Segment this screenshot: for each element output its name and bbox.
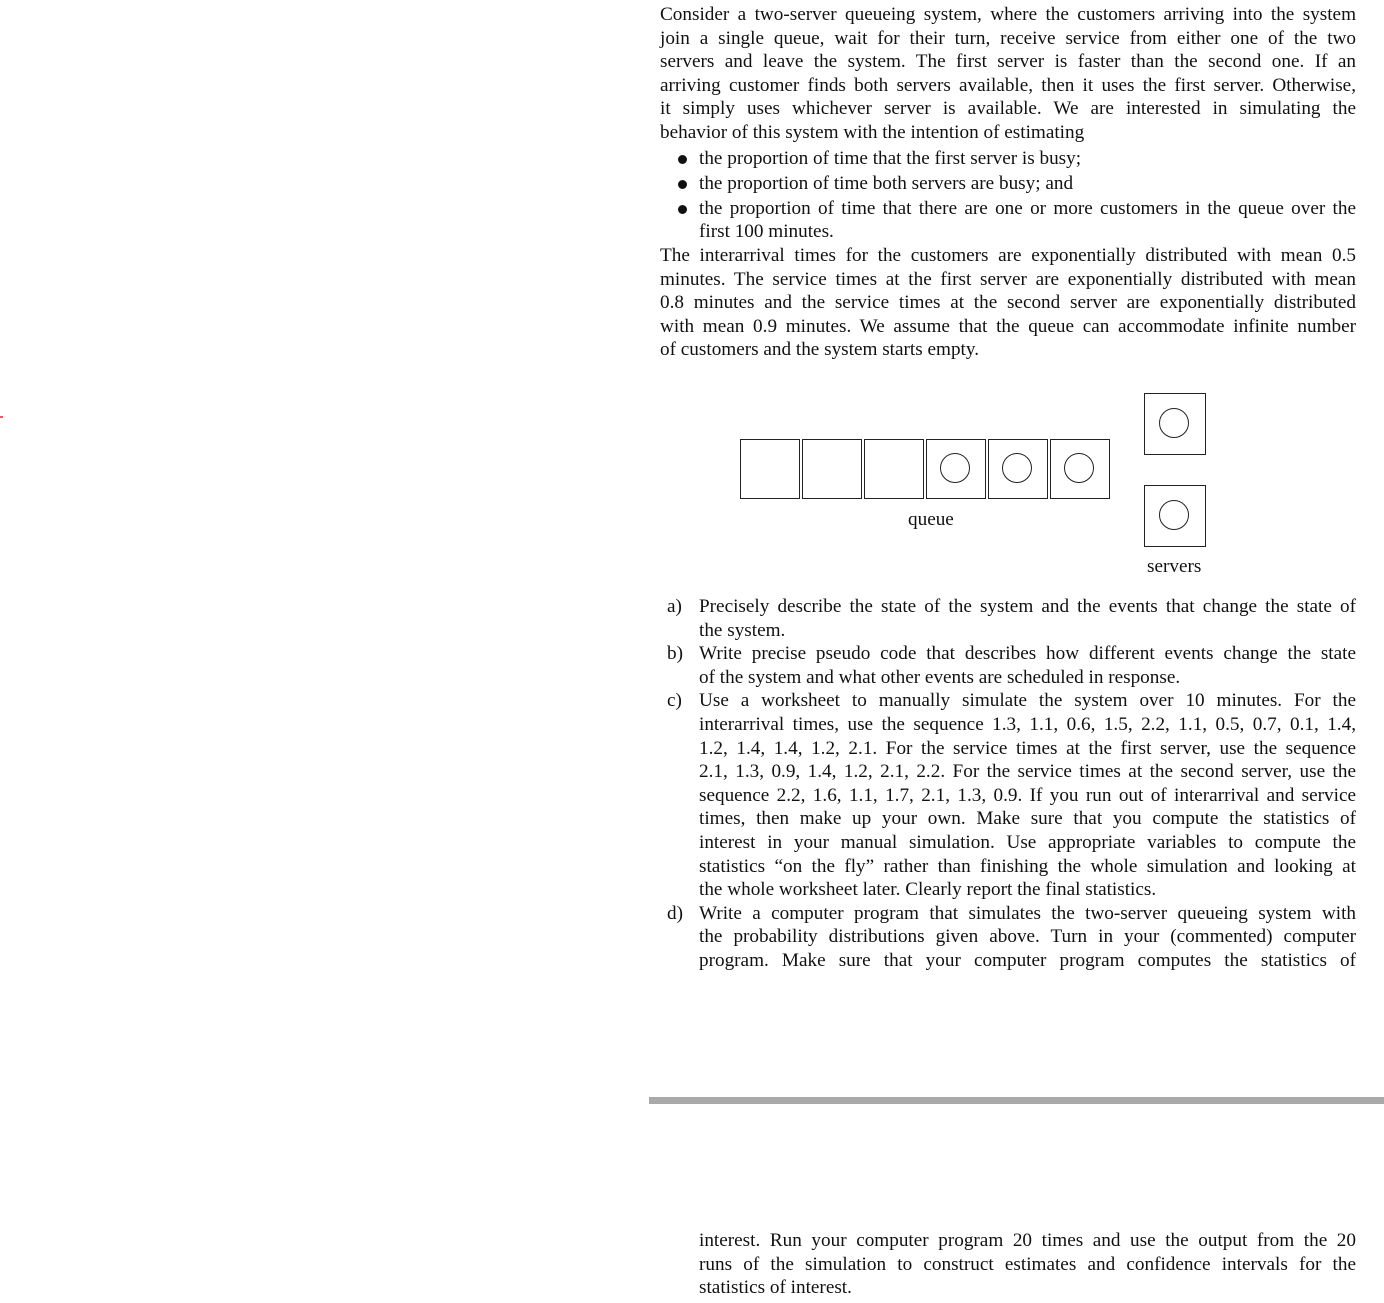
part-marker: b) <box>667 643 683 665</box>
intro-paragraph <box>660 3 1356 145</box>
customer-circle <box>1159 500 1189 530</box>
text-line: the probability distributions given above. Turn in your (commented) computer <box>699 926 1356 948</box>
text-line: program. Make sure that your computer program computes the statistics of <box>699 949 1356 971</box>
part-marker: a) <box>667 596 682 617</box>
customer-circle <box>1159 408 1189 438</box>
text-line: statistics of interest. <box>699 1277 852 1299</box>
text-line: Precisely describe the state of the system and the events that change the state of <box>699 596 1356 617</box>
text-line: interarrival times, use the sequence 1.3, 1.1, 0.6, 1.5, 2.2, 1.1, 0.5, 0.7, 0.1, 1.4, <box>699 713 1356 735</box>
queue-slot <box>864 439 924 499</box>
text-line: Consider a two-server queueing system, where the customers arriving into the system <box>660 4 1356 25</box>
text-line: first 100 minutes. <box>699 221 834 243</box>
queue-slot-occupied <box>1050 439 1110 499</box>
customer-circle <box>1064 453 1094 483</box>
page-divider <box>649 1097 1384 1104</box>
text-line: the whole worksheet later. Clearly report the final statistics. <box>699 879 1157 901</box>
bullet-dot <box>678 180 687 189</box>
text-line: of the system and what other events are scheduled in response. <box>699 666 1181 688</box>
question-part <box>660 902 1356 973</box>
text-line: of customers and the system starts empty. <box>660 339 980 361</box>
text-line: Use a worksheet to manually simulate the system over 10 minutes. For the <box>699 690 1356 712</box>
text-line: Write a computer program that simulates the two-server queueing system with <box>699 902 1356 924</box>
queue-diagram <box>740 393 1210 583</box>
queue-slot-occupied <box>988 439 1048 499</box>
customer-circle <box>940 453 970 483</box>
text-line: it simply uses whichever server is available. We are interested in simulating the <box>660 98 1356 120</box>
text-line: the proportion of time both servers are busy; and <box>699 172 1074 194</box>
text-line: Write precise pseudo code that describes how different events change the state <box>699 643 1356 665</box>
distribution-paragraph <box>660 244 1356 362</box>
bullet-list <box>660 145 1356 245</box>
customer-circle <box>1002 453 1032 483</box>
text-line: runs of the simulation to construct estimates and confidence intervals for the <box>699 1253 1356 1275</box>
question-parts <box>660 595 1356 973</box>
text-line: times, then make up your own. Make sure that you compute the statistics of <box>699 808 1356 830</box>
text-line: interest in your manual simulation. Use appropriate variables to compute the <box>699 831 1356 853</box>
servers-label: servers <box>1147 556 1202 577</box>
text-line: statistics “on the fly” rather than finishing the whole simulation and looking at <box>699 855 1356 877</box>
queue-slot <box>802 439 862 499</box>
queue-slot-occupied <box>926 439 986 499</box>
bullet-item <box>660 197 1356 244</box>
server-box-1 <box>1144 393 1206 455</box>
continuation-paragraph <box>699 1229 1356 1300</box>
text-line: the system. <box>699 619 786 641</box>
text-line: the proportion of time that there are one or more customers in the queue over the <box>699 197 1356 219</box>
text-line: with mean 0.9 minutes. We assume that the queue can accommodate infinite number <box>660 315 1356 337</box>
text-line: 0.8 minutes and the service times at the second server are exponentially distributed <box>660 292 1356 314</box>
server-box-2 <box>1144 485 1206 547</box>
text-line: The interarrival times for the customers are exponentially distributed with mean 0.5 <box>660 245 1356 266</box>
part-marker: d) <box>667 902 683 924</box>
edge-mark <box>0 416 3 418</box>
text-line: interest. Run your computer program 20 times and use the output from the 20 <box>699 1230 1356 1251</box>
part-marker: c) <box>667 690 682 712</box>
text-line: join a single queue, wait for their turn, receive service from either one of the two <box>660 27 1356 49</box>
text-line: minutes. The service times at the first server are exponentially distributed with mean <box>660 268 1356 290</box>
question-part <box>660 689 1356 901</box>
text-line: 1.2, 1.4, 1.4, 1.2, 2.1. For the service times at the first server, use the sequence <box>699 737 1356 759</box>
text-line: the proportion of time that the first server is busy; <box>699 147 1082 169</box>
question-part <box>660 595 1356 642</box>
queue-slot <box>740 439 800 499</box>
text-line: behavior of this system with the intention of estimating <box>660 121 1085 143</box>
bullet-item <box>660 147 1356 171</box>
bullet-item <box>660 172 1356 196</box>
text-line: 2.1, 1.3, 0.9, 1.4, 1.2, 2.1, 2.2. For the service times at the second server, use the <box>699 761 1356 783</box>
bullet-dot <box>678 155 687 164</box>
question-part <box>660 642 1356 689</box>
queue-label: queue <box>908 509 954 530</box>
text-line: sequence 2.2, 1.6, 1.1, 1.7, 2.1, 1.3, 0.9. If you run out of interarrival and service <box>699 784 1356 806</box>
bullet-dot <box>678 205 687 214</box>
text-line: servers and leave the system. The first server is faster than the second one. If an <box>660 51 1356 73</box>
text-line: arriving customer finds both servers available, then it uses the first server. Otherwise, <box>660 74 1356 96</box>
